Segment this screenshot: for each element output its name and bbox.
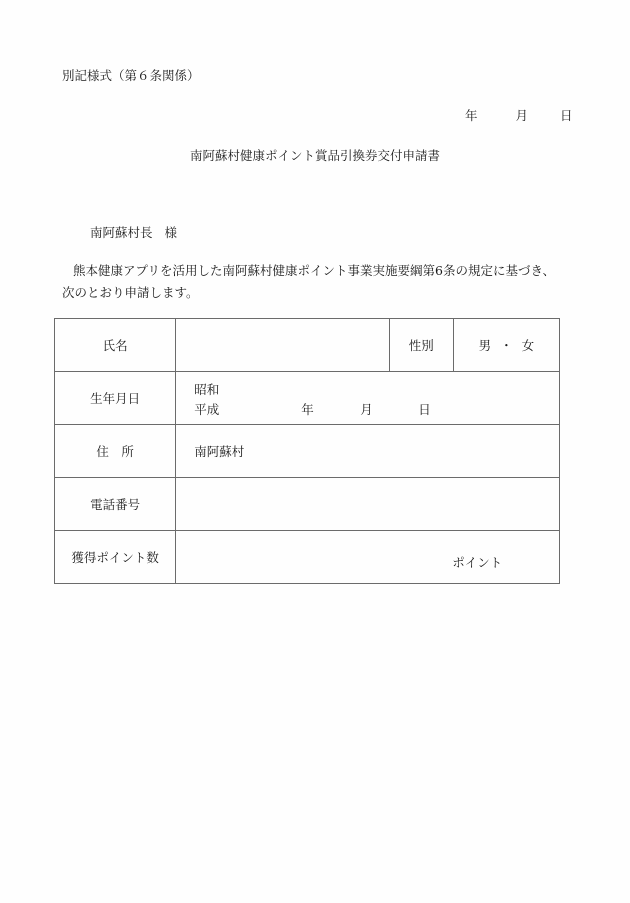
sex-option-male[interactable]: 男 <box>478 338 492 353</box>
points-unit: ポイント <box>452 555 503 570</box>
form-reference: 別記様式（第６条関係） <box>62 68 200 83</box>
name-field[interactable] <box>176 319 389 372</box>
address-field[interactable]: 南阿蘇村 <box>176 425 560 478</box>
date-year-label: 年 <box>465 108 478 123</box>
name-label: 氏名 <box>55 319 176 372</box>
birth-year-label: 年 <box>301 402 314 417</box>
era-showa[interactable]: 昭和 <box>194 382 220 397</box>
addressee-name: 南阿蘇村長 <box>90 225 153 240</box>
date-month-label: 月 <box>515 108 529 123</box>
sex-label: 性別 <box>389 319 453 372</box>
address-label: 住 所 <box>55 425 176 478</box>
table-row-points <box>55 531 560 584</box>
table-row-phone <box>55 478 560 531</box>
points-label: 獲得ポイント数 <box>55 531 176 584</box>
body-text-line-1: 熊本健康アプリを活用した南阿蘇村健康ポイント事業実施要綱第6条の規定に基づき、 <box>73 263 555 278</box>
phone-field[interactable] <box>176 478 560 531</box>
era-heisei[interactable]: 平成 <box>194 402 220 417</box>
birth-month-label: 月 <box>360 402 373 417</box>
addressee-honorific: 様 <box>164 225 178 240</box>
points-field[interactable] <box>176 531 560 584</box>
addressee <box>90 223 177 241</box>
body-text <box>62 260 572 304</box>
birthdate-field[interactable] <box>176 372 560 425</box>
body-text-line-2: 次のとおり申請します。 <box>62 285 199 300</box>
application-table <box>54 318 560 584</box>
date-day-label: 日 <box>560 108 573 123</box>
document-title: 南阿蘇村健康ポイント賞品引換券交付申請書 <box>189 148 440 163</box>
sex-options[interactable] <box>453 319 559 372</box>
birth-day-label: 日 <box>418 402 431 417</box>
birthdate-label: 生年月日 <box>55 372 176 425</box>
table-row-name <box>55 319 560 372</box>
phone-label: 電話番号 <box>55 478 176 531</box>
sex-separator: ・ <box>500 338 513 353</box>
table-row-address <box>55 425 560 478</box>
sex-option-female[interactable]: 女 <box>521 338 535 353</box>
table-row-birthdate <box>55 372 560 425</box>
date-line <box>465 106 573 124</box>
